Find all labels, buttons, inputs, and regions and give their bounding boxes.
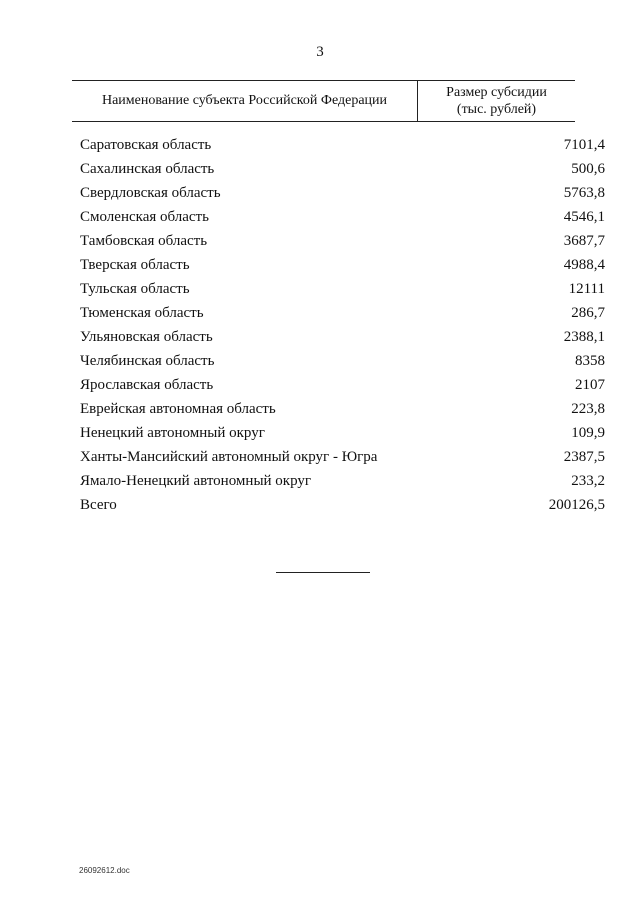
table-row <box>80 397 605 421</box>
subsidy-amount: 233,2 <box>571 473 605 489</box>
table-row <box>80 229 605 253</box>
region-name: Ульяновская область <box>80 329 213 345</box>
table-row <box>80 325 605 349</box>
region-name: Ханты-Мансийский автономный округ - Югра <box>80 449 378 465</box>
table-row <box>80 349 605 373</box>
total-row <box>80 493 605 517</box>
subsidy-amount: 8358 <box>575 353 605 369</box>
table-row <box>80 253 605 277</box>
table-body <box>80 133 605 517</box>
subsidy-amount: 109,9 <box>571 425 605 441</box>
region-name: Смоленская область <box>80 209 209 225</box>
column-header-subsidy-line1: Размер субсидии <box>446 85 547 100</box>
table-row <box>80 133 605 157</box>
subsidy-amount: 4988,4 <box>563 257 605 273</box>
column-header-subsidy-line2: (тыс. рублей) <box>456 102 537 117</box>
region-name: Свердловская область <box>80 185 221 201</box>
region-name: Ямало-Ненецкий автономный округ <box>80 473 312 489</box>
table-row <box>80 157 605 181</box>
table-row <box>80 205 605 229</box>
table-row <box>80 421 605 445</box>
table-row <box>80 301 605 325</box>
subsidy-amount: 500,6 <box>571 161 605 177</box>
region-name: Еврейская автономная область <box>80 401 276 417</box>
table-row <box>80 373 605 397</box>
subsidy-amount: 2388,1 <box>563 329 605 345</box>
total-amount: 200126,5 <box>548 497 605 513</box>
subsidy-amount: 4546,1 <box>563 209 605 225</box>
subsidy-amount: 7101,4 <box>563 137 605 153</box>
table-row <box>80 469 605 493</box>
subsidy-amount: 3687,7 <box>563 233 605 249</box>
table-row <box>80 445 605 469</box>
column-header-region: Наименование субъекта Российской Федерации <box>72 81 418 121</box>
table-header <box>72 80 575 122</box>
region-name: Сахалинская область <box>80 161 215 177</box>
total-label: Всего <box>80 497 117 513</box>
column-header-subsidy <box>418 81 575 121</box>
region-name: Саратовская область <box>80 137 212 153</box>
end-of-document-rule <box>276 572 370 573</box>
table-row <box>80 181 605 205</box>
subsidy-amount: 223,8 <box>571 401 605 417</box>
table-row <box>80 277 605 301</box>
subsidy-amount: 5763,8 <box>563 185 605 201</box>
region-name: Ненецкий автономный округ <box>80 425 265 441</box>
region-name: Тюменская область <box>80 305 204 321</box>
footer-filename: 26092612.doc <box>79 866 130 875</box>
subsidy-amount: 12111 <box>568 281 605 297</box>
subsidy-amount: 286,7 <box>571 305 605 321</box>
region-name: Тульская область <box>80 281 190 297</box>
region-name: Тамбовская область <box>80 233 208 249</box>
subsidy-amount: 2387,5 <box>563 449 605 465</box>
region-name: Тверская область <box>80 257 190 273</box>
subsidy-amount: 2107 <box>575 377 605 393</box>
region-name: Ярославская область <box>80 377 214 393</box>
page-number: 3 <box>316 44 324 60</box>
region-name: Челябинская область <box>80 353 215 369</box>
